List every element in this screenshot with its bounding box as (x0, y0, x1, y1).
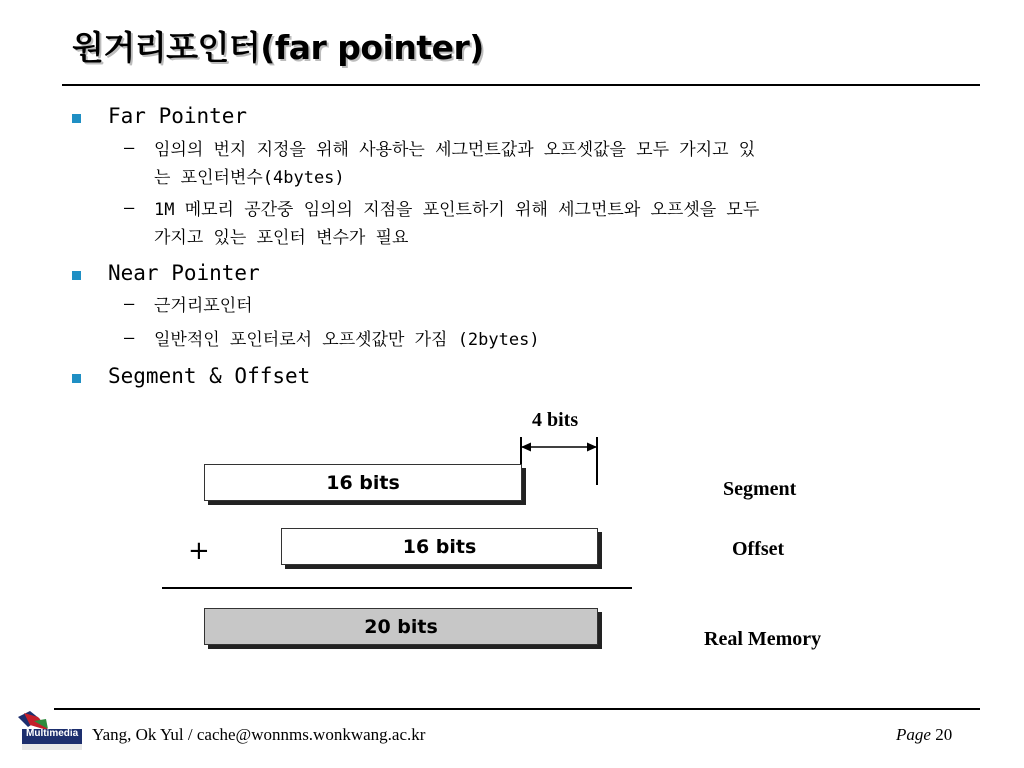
title-divider (62, 84, 980, 86)
result-label: Real Memory (704, 628, 822, 650)
sub-item-line: 1M 메모리 공간중 임의의 지점을 포인트하기 위해 세그먼트와 오프셋을 모두 (154, 200, 760, 220)
bullet-square-icon (72, 114, 81, 123)
bullet-square-icon (72, 271, 81, 280)
sub-item-near-1 (154, 292, 966, 320)
segment-label: Segment (723, 478, 797, 500)
footer-divider (54, 708, 980, 710)
footer-author: Yang, Ok Yul / cache@wonnms.wonkwang.ac.kr (92, 725, 426, 744)
sub-item-line: 가지고 있는 포인터 변수가 필요 (154, 228, 409, 248)
dash-marker: – (124, 294, 135, 314)
segment-box-label: 16 bits (326, 472, 400, 494)
result-box-label: 20 bits (364, 616, 438, 638)
sum-line (162, 587, 632, 589)
shift-label: 4 bits (532, 409, 579, 431)
plus-sign: + (188, 536, 210, 566)
dash-marker: – (124, 138, 135, 158)
shift-arrow-icon (518, 440, 600, 454)
result-box (204, 608, 598, 645)
sub-item-far-1 (154, 136, 966, 192)
page-word: Page (896, 725, 931, 744)
bullet-square-icon (72, 374, 81, 383)
bullet-far-pointer: Far Pointer (108, 104, 248, 128)
sub-item-line: 근거리포인터 (154, 296, 253, 316)
sub-item-far-2 (154, 196, 966, 252)
offset-label: Offset (732, 538, 785, 560)
bullet-segment-offset: Segment & Offset (108, 364, 311, 388)
sub-item-near-2 (154, 326, 966, 354)
offset-box-label: 16 bits (402, 536, 477, 558)
logo-text: Multimedia (26, 728, 79, 739)
sub-item-line: 임의의 번지 지정을 위해 사용하는 세그먼트값과 오프셋값을 모두 가지고 있 (154, 140, 756, 160)
footer-page (896, 725, 952, 745)
bullet-near-pointer: Near Pointer (108, 261, 260, 285)
dash-marker: – (124, 328, 135, 348)
dash-marker: – (124, 198, 135, 218)
page-number: 20 (935, 725, 953, 744)
slide-title: 원거리포인터(far pointer) (72, 28, 484, 67)
sub-item-line: 는 포인터변수(4bytes) (154, 168, 345, 188)
offset-box (281, 528, 598, 565)
sub-item-line: 일반적인 포인터로서 오프셋값만 가짐 (2bytes) (154, 330, 540, 350)
segment-box (204, 464, 522, 501)
